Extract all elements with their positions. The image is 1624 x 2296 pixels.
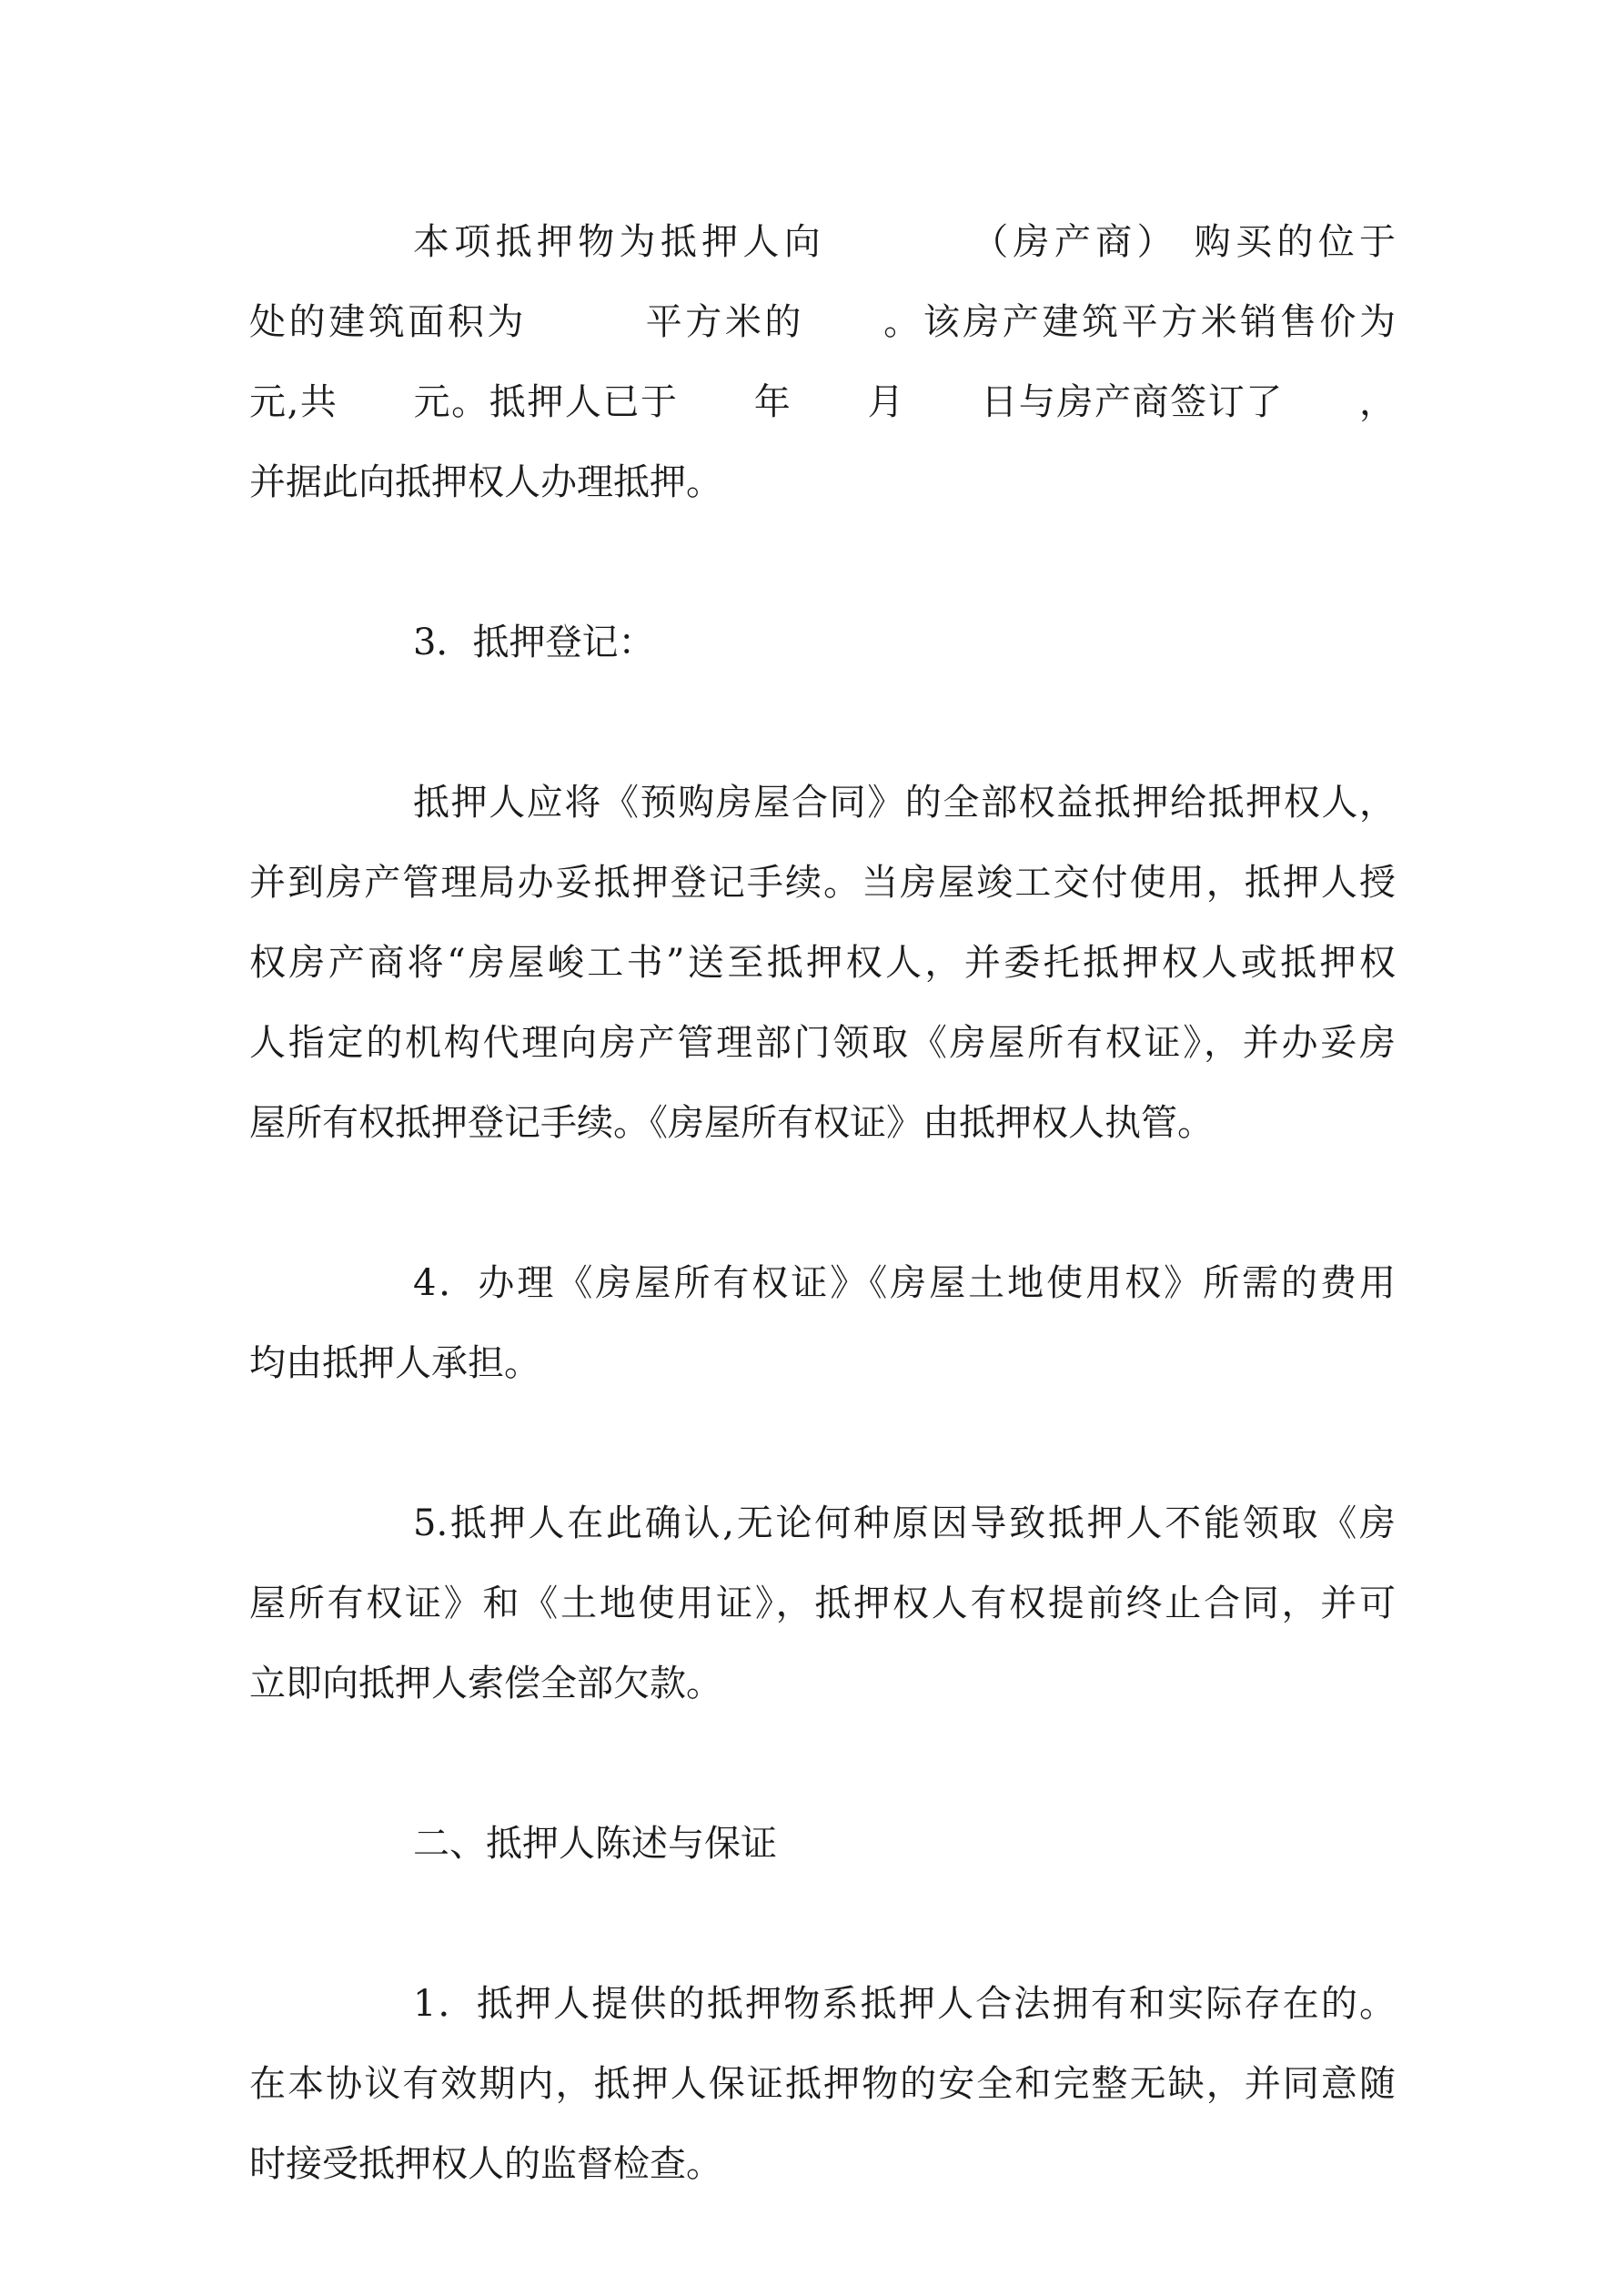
text-line: 时接受抵押权人的监督检查。 [249,2143,722,2185]
paragraph-spacer [249,683,1396,763]
text-line: 屋所有权抵押登记手续。《房屋所有权证》由抵押权人执管。 [249,1102,1214,1144]
text-line: 屋所有权证》和《土地使用证》，抵押权人有权提前终止合同，并可 [249,1583,1396,1624]
paragraph-spacer [249,522,1396,602]
text-line: 5.抵押人在此确认,无论何种原因导致抵押人不能领取《房 [413,1502,1396,1544]
text-line: 抵押人应将《预购房屋合同》的全部权益抵押给抵押权人， [413,782,1396,824]
paragraph-registration-details [249,763,1396,1163]
text-line: 4．办理《房屋所有权证》《房屋土地使用权》所需的费用 [413,1262,1396,1304]
paragraph-termination [249,1483,1396,1724]
text-line: 均由抵押人承担。 [249,1342,540,1384]
text-line: 本项抵押物为抵押人向 （房产商） 购买的位于 [413,221,1396,263]
document-body [249,202,1396,2204]
text-line: 并据此向抵押权人办理抵押。 [249,461,722,503]
paragraph-fees [249,1243,1396,1403]
text-line: 立即向抵押人索偿全部欠款。 [249,1663,722,1704]
text-line: 处的建筑面积为 平方米的 。该房产建筑平方米销售价为 [249,301,1396,343]
text-line: 元,共 元。抵押人已于 年 月 日与房产商签订了 ， [249,381,1396,423]
text-line: 人指定的机构代理向房产管理部门领取《房屋所有权证》，并办妥房 [249,1022,1396,1064]
text-line: 3．抵押登记： [413,622,655,663]
paragraph-spacer [249,1163,1396,1243]
text-line: 在本协议有效期内，抵押人保证抵押物的安全和完整无缺，并同意随 [249,2063,1396,2105]
section-heading-representations [249,1804,1396,1884]
paragraph-mortgage-object [249,202,1396,522]
section-heading-registration [249,602,1396,683]
text-line: 并到房产管理局办妥抵押登记手续。当房屋竣工交付使用，抵押人授 [249,862,1396,904]
paragraph-spacer [249,1403,1396,1483]
paragraph-guarantee [249,1964,1396,2204]
text-line: 权房产商将“房屋峻工书”送至抵押权人，并委托抵押权人或抵押权 [249,942,1396,984]
text-line: 二、抵押人陈述与保证 [413,1823,777,1865]
paragraph-spacer [249,1884,1396,1964]
paragraph-spacer [249,1724,1396,1804]
text-line: 1．抵押人提供的抵押物系抵押人合法拥有和实际存在的。 [413,1983,1396,2025]
